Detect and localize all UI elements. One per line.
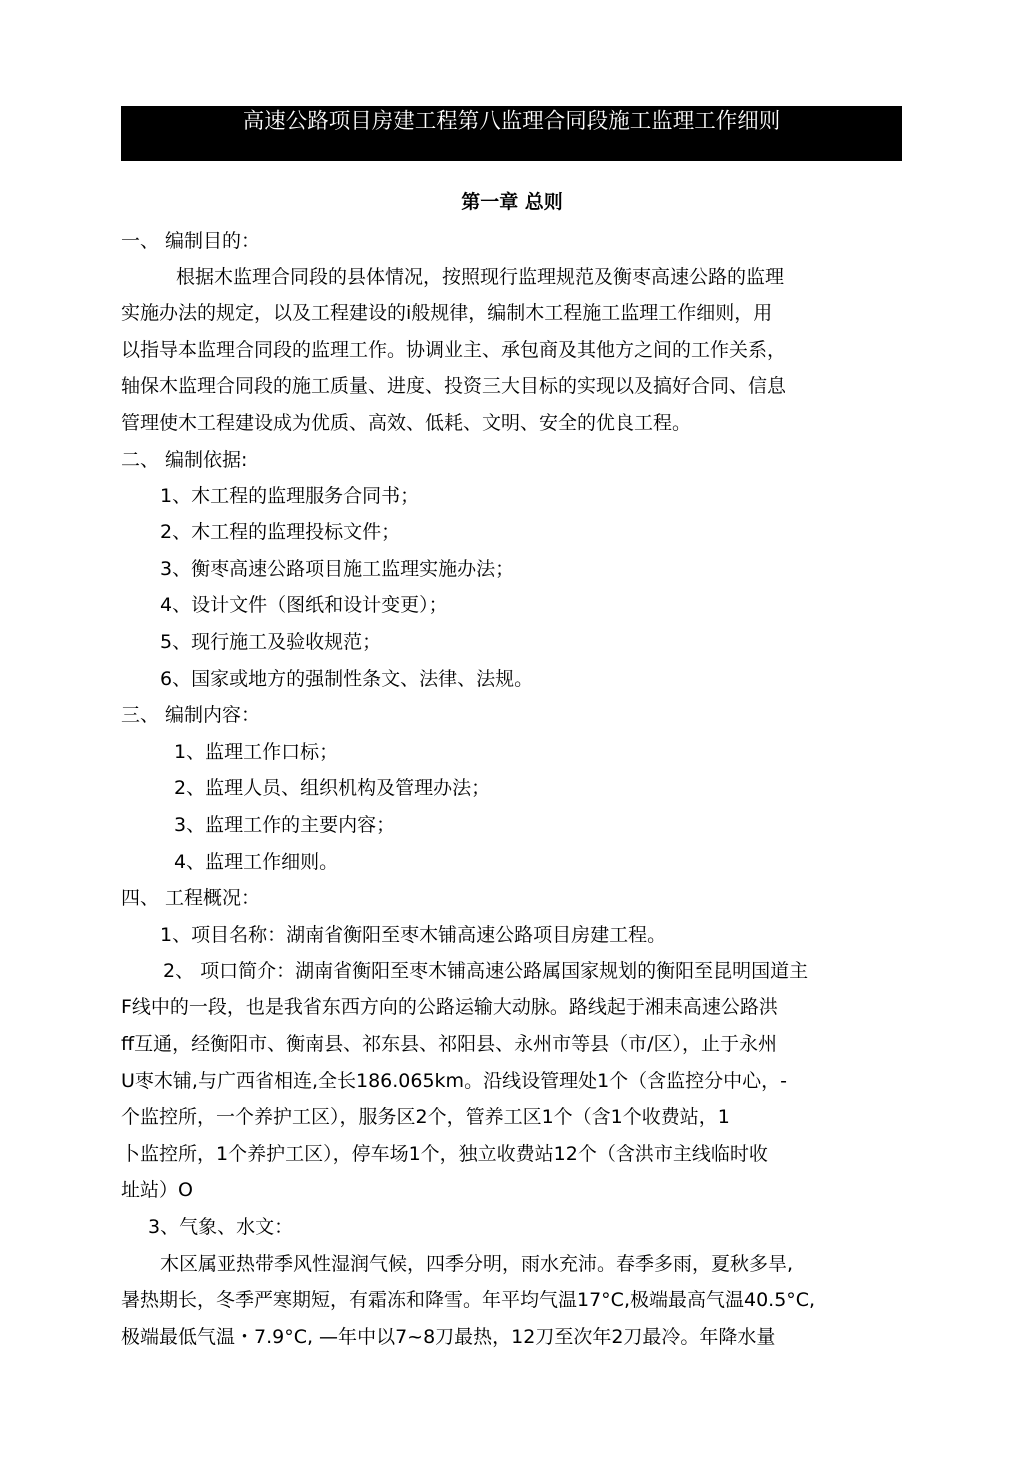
paragraph-line: 轴保木监理合同段的施工质量、进度、投资三大目标的实现以及搞好合同、信息 — [121, 375, 787, 397]
list-item: 4、监理工作细则。 — [174, 851, 339, 873]
list-item: 2、木工程的监理投标文件； — [160, 521, 401, 543]
paragraph-line: 卜监控所，1个养护工区），停车场1个，独立收费站12个（含洪市主线临时收 — [121, 1143, 768, 1165]
subsection-heading-climate: 3、气象、水文： — [148, 1216, 294, 1238]
list-item: 6、国家或地方的强制性条文、法律、法规。 — [160, 668, 534, 690]
section-heading-purpose: 一、 编制目的： — [121, 230, 261, 252]
list-item: 1、项目名称：湖南省衡阳至枣木铺高速公路项目房建工程。 — [160, 924, 667, 946]
section-heading-basis: 二、 编制依据: — [121, 449, 248, 471]
paragraph-line: F线中的一段，也是我省东西方向的公路运输大动脉。路线起于湘耒高速公路洪 — [121, 996, 778, 1018]
paragraph-line: 管理使木工程建设成为优质、高效、低耗、文明、安全的优良工程。 — [121, 412, 692, 434]
title-banner — [121, 106, 902, 161]
paragraph-line: 以指导本监理合同段的监理工作。协调业主、承包商及其他方之间的工作关系， — [121, 339, 787, 361]
section-heading-overview: 四、 工程概况： — [121, 887, 261, 909]
list-item: 2、监理人员、组织机构及管理办法； — [174, 777, 491, 799]
list-item: 1、木工程的监理服务合同书； — [160, 485, 420, 507]
list-item: 3、监理工作的主要内容； — [174, 814, 396, 836]
paragraph-line: 2、 项口简介：湖南省衡阳至枣木铺高速公路属国家规划的衡阳至昆明国道主 — [163, 960, 809, 982]
paragraph-line: 址站）O — [121, 1179, 193, 1201]
list-item: 4、设计文件（图纸和设计变更）； — [160, 594, 448, 616]
document-title: 高速公路项目房建工程第八监理合同段施工监理工作细则 — [242, 109, 781, 134]
paragraph-line: 实施办法的规定，以及工程建设的i般规律，编制木工程施工监理工作细则，用 — [121, 302, 773, 324]
paragraph-line: 根据木监理合同段的县体情况，按照现行监理规范及衡枣高速公路的监理 — [176, 266, 785, 288]
paragraph-line: U枣木铺,与广西省相连,全长186.065km。沿线设管理处1个（含监控分中心，- — [121, 1070, 788, 1092]
chapter-heading: 第一章 总则 — [461, 191, 563, 213]
paragraph-line: 木区属亚热带季风性湿润气候，四季分明，雨水充沛。春季多雨，夏秋多旱, — [160, 1253, 794, 1275]
paragraph-line: 暑热期长，冬季严寒期短，有霜冻和降雪。年平均气温17°C,极端最高气温40.5°C, — [121, 1289, 816, 1311]
paragraph-line: 个监控所，一个养护工区），服务区2个，管养工区1个（含1个收费站，1 — [121, 1106, 730, 1128]
paragraph-line: 极端最低气温・7.9°C, —年中以7~8刀最热，12刀至次年2刀最冷。年降水量 — [121, 1326, 776, 1348]
list-item: 3、衡枣高速公路项目施工监理实施办法； — [160, 558, 515, 580]
list-item: 5、现行施工及验收规范； — [160, 631, 382, 653]
section-heading-contents: 三、 编制内容： — [121, 704, 261, 726]
list-item: 1、监理工作口标； — [174, 741, 339, 763]
paragraph-line: ff互通，经衡阳市、衡南县、祁东县、祁阳县、永州市等县（市/区），止于永州 — [121, 1033, 777, 1055]
